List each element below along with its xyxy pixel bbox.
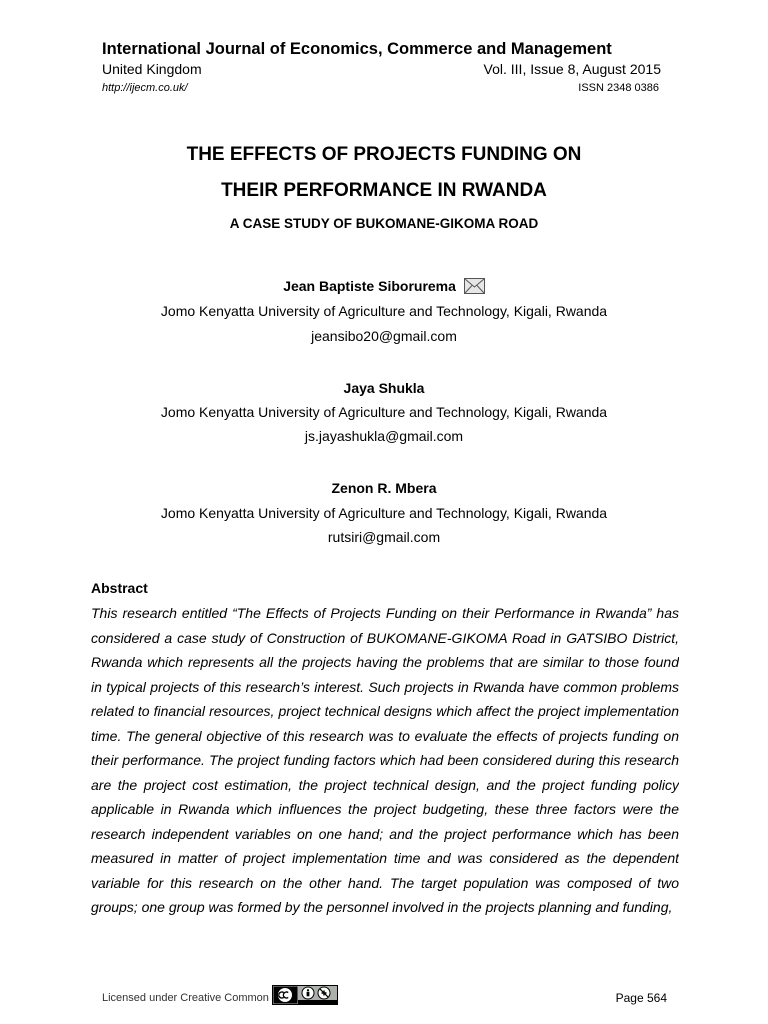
paper-title-line-2: THEIR PERFORMANCE IN RWANDA: [221, 180, 547, 201]
author-affiliation: Jomo Kenyatta University of Agriculture and Technology, Kigali, Rwanda: [160, 404, 608, 420]
footer-license: Licensed under Creative Common: [102, 992, 269, 1004]
abstract-heading: Abstract: [91, 580, 148, 596]
creative-commons-by-nc-icon[interactable]: [272, 985, 338, 1010]
journal-url[interactable]: http://ijecm.co.uk/: [102, 82, 188, 94]
page-number: Page 564: [615, 991, 667, 1005]
paper-title-line-1: THE EFFECTS OF PROJECTS FUNDING ON: [186, 144, 582, 165]
author-name: Zenon R. Mbera: [331, 480, 437, 496]
journal-title: International Journal of Economics, Commerce and Management: [102, 40, 612, 58]
abstract-body: This research entitled “The Effects of Projects Funding on their Performance in Rwanda” has considered a case study of Construction of BUKOMANE-GIKOMA Road in GATSIBO District, Rwanda which represents all the projects having the problems that are similar to those found in typical projects of this research’s interest. Such projects in Rwanda have common problems related to financial resources, project technical designs which affect the project implementation time. The general objective of this research was to evaluate the effects of projects funding on their performance. The project funding factors which had been considered during this research are the project cost estimation, the project technical design, and the project funding policy applicable in Rwanda which influences the project budgeting, these three factors were the research independent variables on one hand; and the project performance which has been measured in matter of project implementation time and was considered as the dependent variable for this research on the other hand. The target population was composed of two groups; one group was formed by the personnel involved in the projects planning and funding,: [91, 605, 679, 915]
envelope-icon[interactable]: [464, 278, 485, 297]
author-affiliation: Jomo Kenyatta University of Agriculture and Technology, Kigali, Rwanda: [160, 303, 608, 319]
journal-country: United Kingdom: [102, 61, 202, 77]
author-affiliation: Jomo Kenyatta University of Agriculture and Technology, Kigali, Rwanda: [160, 505, 608, 521]
author-email[interactable]: jeansibo20@gmail.com: [311, 328, 457, 344]
author-name: Jaya Shukla: [343, 380, 425, 396]
author-name: Jean Baptiste Siborurema: [283, 278, 456, 294]
journal-issn: ISSN 2348 0386: [578, 82, 659, 94]
author-email[interactable]: js.jayashukla@gmail.com: [304, 428, 464, 444]
journal-volume: Vol. III, Issue 8, August 2015: [483, 61, 661, 77]
paper-subtitle: A CASE STUDY OF BUKOMANE-GIKOMA ROAD: [229, 216, 539, 231]
author-name-row: [0, 278, 768, 297]
author-email[interactable]: rutsiri@gmail.com: [327, 529, 441, 545]
